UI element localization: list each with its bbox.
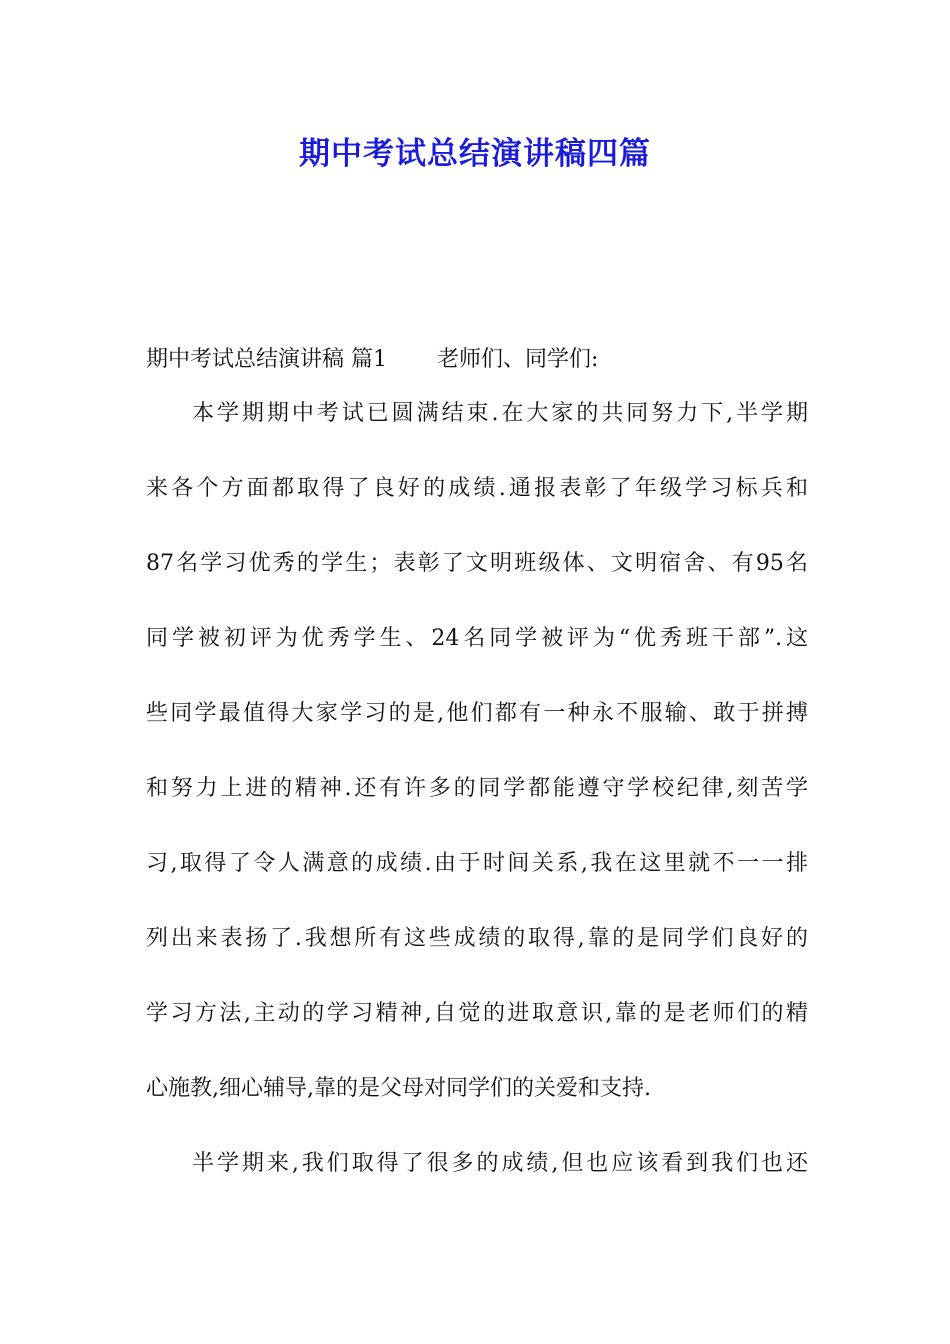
paragraph-line: 心施教,细心辅导,靠的是父母对同学们的关爱和支持. — [146, 1076, 651, 1101]
paragraph-line: 87名学习优秀的学生；表彰了文明班级体、文明宿舍、有95名 — [146, 551, 808, 576]
paragraph-line: 半学期来,我们取得了很多的成绩,但也应该看到我们也还 — [192, 1151, 808, 1176]
paragraph-line: 同学被初评为优秀学生、24名同学被评为“优秀班干部”.这 — [146, 626, 808, 651]
paragraph-line: 学习方法,主动的学习精神,自觉的进取意识,靠的是老师们的精 — [146, 1001, 808, 1026]
paragraph-line: 来各个方面都取得了良好的成绩.通报表彰了年级学习标兵和 — [146, 476, 808, 501]
greeting: 老师们、同学们: — [437, 347, 599, 372]
paragraph-line: 和努力上进的精神.还有许多的同学都能遵守学校纪律,刻苦学 — [146, 776, 808, 801]
document-title: 期中考试总结演讲稿四篇 — [299, 136, 651, 172]
paragraph-line: 本学期期中考试已圆满结束.在大家的共同努力下,半学期 — [192, 401, 808, 426]
paragraph-line: 习,取得了令人满意的成绩.由于时间关系,我在这里就不一一排 — [146, 851, 808, 876]
document-body — [146, 335, 808, 1214]
section-heading-line — [146, 335, 808, 389]
paragraph-line: 列出来表扬了.我想所有这些成绩的取得,靠的是同学们良好的 — [146, 926, 808, 951]
paragraph-line: 些同学最值得大家学习的是,他们都有一种永不服输、敢于拼搏 — [146, 701, 808, 726]
section-heading: 期中考试总结演讲稿 篇1 — [146, 347, 387, 372]
